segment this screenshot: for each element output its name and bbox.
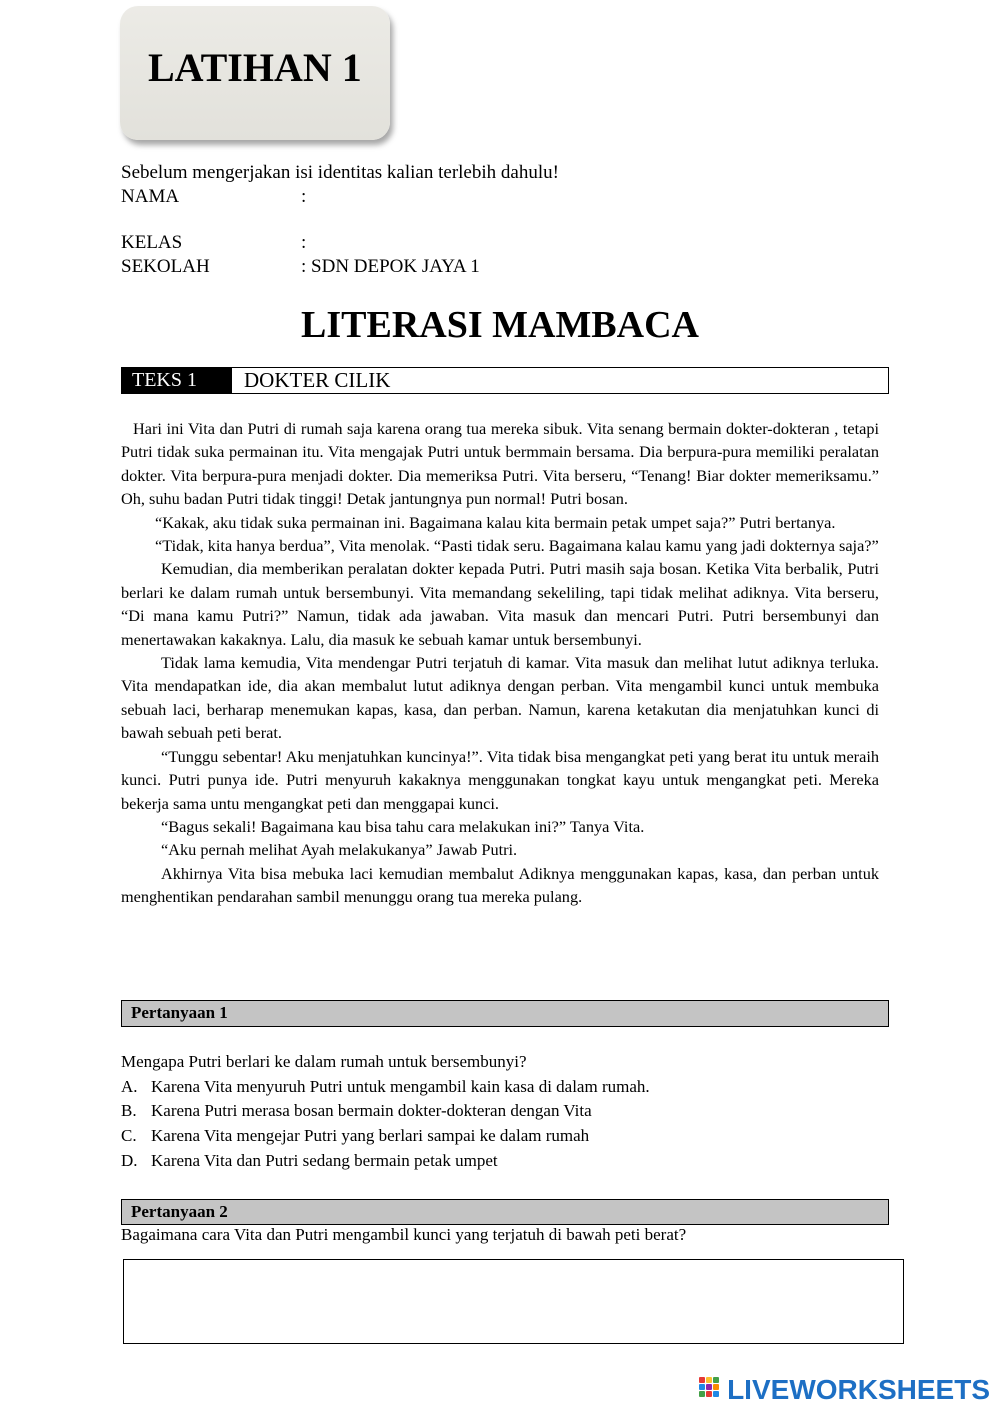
brand-name: LIVEWORKSHEETS: [727, 1374, 990, 1405]
question-1-header: Pertanyaan 1: [121, 1000, 889, 1027]
liveworksheets-logo: [699, 1374, 990, 1406]
story-paragraph: Kemudian, dia memberikan peralatan dokter kepada Putri. Putri masih saja bosan. Ketika Vita berbalik, Putri berlari ke dalam rumah untuk bersembunyi. Vita memandang sekeliling, tapi tidak melihat adiknya. Vita berseru, “Di mana kamu Putri?” Namun, tidak ada jawaban. Vita masuk dan mencari Putri. Putri bersembunyi dan menertawakan kakaknya. Lalu, dia masuk ke sebuah kamar untuk bersembunyi.: [121, 559, 879, 649]
story-paragraph: Hari ini Vita dan Putri di rumah saja karena orang tua mereka sibuk. Vita senang bermain dokter-dokteran , tetapi Putri tidak suka permainan itu. Vita mengajak Putri untuk bermmain bersama. Dia berpura-pura memiliki peralatan dokter. Vita berpura-pura menjadi dokter. Dia memeriksa Putri. Vita berseru, “Tenang! Biar dokter memeriksamu.” Oh, suhu badan Putri tidak tinggi! Detak jantungnya pun normal! Putri bosan.: [121, 419, 879, 509]
field-value-sekolah: : SDN DEPOK JAYA 1: [301, 256, 480, 277]
field-value-nama[interactable]: :: [301, 186, 307, 207]
question-2-header: Pertanyaan 2: [121, 1199, 889, 1225]
story-paragraph: “Bagus sekali! Bagaimana kau bisa tahu cara melakukan ini?” Tanya Vita.: [161, 816, 645, 836]
option-letter: B.: [121, 1101, 137, 1120]
answer-textbox[interactable]: [123, 1259, 904, 1344]
option-letter: A.: [121, 1077, 138, 1096]
field-label-nama: NAMA: [121, 186, 180, 207]
story-paragraph: Tidak lama kemudia, Vita mendengar Putri terjatuh di kamar. Vita masuk dan melihat lutut adiknya terluka. Vita mendapatkan ide, dia akan membalut lutut adiknya dengan perban. Vita mengambil kunci untuk membuka sebuah laci, berharap menemukan kapas, kasa, dan perban. Namun, karena ketakutan dia menjatuhkan kunci di bawah sebuah peti berat.: [121, 653, 879, 743]
story-paragraph: “Kakak, aku tidak suka permainan ini. Bagaimana kalau kita bermain petak umpet saja?” Putri bertanya.: [155, 512, 836, 532]
option-a[interactable]: [121, 1077, 650, 1097]
field-label-sekolah: SEKOLAH: [121, 256, 210, 277]
story-paragraph: “Aku pernah melihat Ayah melakukanya” Jawab Putri.: [161, 840, 518, 860]
teks-title: DOKTER CILIK: [244, 368, 391, 392]
option-letter: D.: [121, 1151, 138, 1170]
option-text: Karena Vita dan Putri sedang bermain petak umpet: [151, 1151, 498, 1170]
option-d[interactable]: [121, 1151, 498, 1171]
option-text: Karena Vita mengejar Putri yang berlari sampai ke dalam rumah: [151, 1126, 590, 1145]
teks-header: [121, 367, 889, 394]
identity-instruction: Sebelum mengerjakan isi identitas kalian terlebih dahulu!: [121, 162, 559, 183]
story-paragraph: “Tunggu sebentar! Aku menjatuhkan kuncinya!”. Vita tidak bisa mengangkat peti yang berat itu untuk meraih kunci. Putri punya ide. Putri menyuruh kakaknya menggunakan tongkat kayu untuk mengangkat peti. Mereka bekerja sama untu mengangkat peti dan menggapai kunci.: [121, 746, 879, 813]
field-value-kelas[interactable]: :: [301, 232, 307, 253]
option-b[interactable]: [121, 1101, 592, 1121]
field-label-kelas: KELAS: [121, 232, 183, 253]
liveworksheets-icon: [699, 1377, 725, 1403]
option-c[interactable]: [121, 1126, 589, 1146]
story-text: [121, 417, 879, 909]
question-2-text: Bagaimana cara Vita dan Putri mengambil kunci yang terjatuh di bawah peti berat?: [121, 1225, 687, 1244]
option-letter: C.: [121, 1126, 137, 1145]
question-1-text: Mengapa Putri berlari ke dalam rumah untuk bersembunyi?: [121, 1052, 527, 1071]
option-text: Karena Vita menyuruh Putri untuk mengambil kain kasa di dalam rumah.: [151, 1077, 650, 1096]
worksheet-title: LATIHAN 1: [148, 45, 362, 90]
option-text: Karena Putri merasa bosan bermain dokter-dokteran dengan Vita: [151, 1101, 592, 1120]
main-title: LITERASI MAMBACA: [301, 304, 699, 346]
title-box: [120, 6, 390, 140]
story-paragraph: “Tidak, kita hanya berdua”, Vita menolak. “Pasti tidak seru. Bagaimana kalau kamu yang jadi dokternya saja?”: [155, 536, 879, 556]
story-paragraph: Akhirnya Vita bisa mebuka laci kemudian membalut Adiknya menggunakan kapas, kasa, dan perban untuk menghentikan pendarahan sambil menunggu orang tua mereka pulang.: [121, 863, 879, 907]
teks-label: TEKS 1: [122, 368, 232, 393]
